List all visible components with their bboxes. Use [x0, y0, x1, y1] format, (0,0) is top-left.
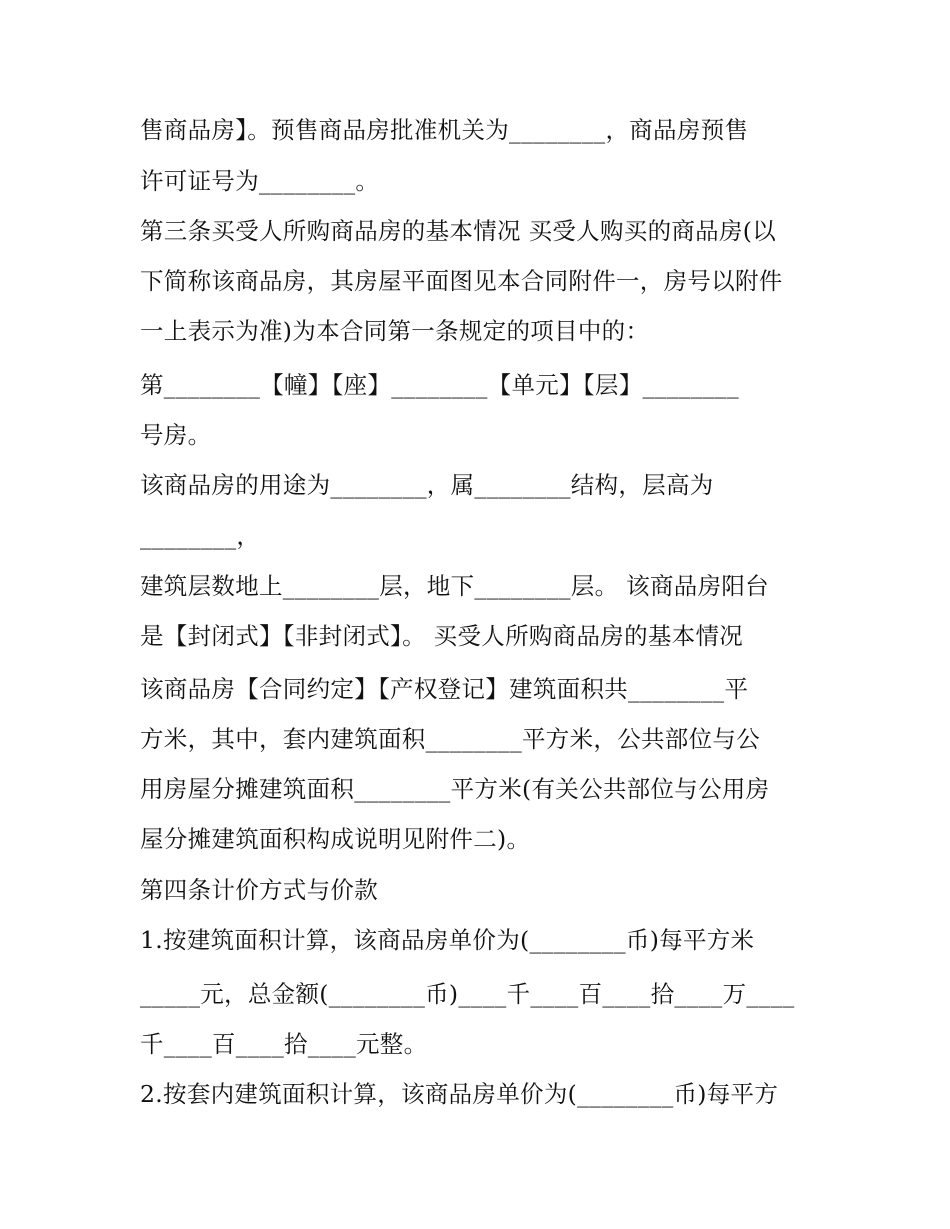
text-line: 该商品房的用途为________，属________结构，层高为: [140, 471, 714, 499]
text-line: 第________【幢】【座】________【单元】【层】________: [140, 371, 739, 399]
text-line: 千____百____拾____元整。: [140, 1030, 428, 1058]
text-line: 该商品房【合同约定】【产权登记】建筑面积共________平: [140, 675, 749, 703]
text-line: 屋分摊建筑面积构成说明见附件二)。: [140, 825, 531, 853]
text-line: 售商品房】。预售商品房批准机关为________，商品房预售: [140, 116, 749, 144]
text-line: 用房屋分摊建筑面积________平方米(有关公共部位与公用房: [140, 775, 770, 803]
text-line: 第三条买受人所购商品房的基本情况 买受人购买的商品房(以: [140, 217, 777, 245]
text-line: 方米，其中，套内建筑面积________平方米，公共部位与公: [140, 725, 760, 753]
text-line: 建筑层数地上________层，地下________层。 该商品房阳台: [140, 572, 769, 600]
text-line: 号房。: [140, 421, 212, 449]
text-line: 下简称该商品房，其房屋平面图见本合同附件一，房号以附件: [140, 267, 783, 295]
text-line: 是【封闭式】【非封闭式】。 买受人所购商品房的基本情况: [140, 622, 744, 650]
text-line: 2.按套内建筑面积计算，该商品房单价为(________币)每平方: [140, 1080, 779, 1108]
section-heading: 第四条计价方式与价款: [140, 876, 378, 904]
text-line: _____元，总金额(________币)____千____百____拾____万____: [140, 980, 795, 1008]
text-line: 一上表示为准)为本合同第一条规定的项目中的：: [140, 317, 650, 345]
text-line: 1.按建筑面积计算，该商品房单价为(________币)每平方米: [140, 926, 755, 954]
text-line: ________，: [140, 522, 261, 550]
text-line: 许可证号为________。: [140, 167, 380, 195]
